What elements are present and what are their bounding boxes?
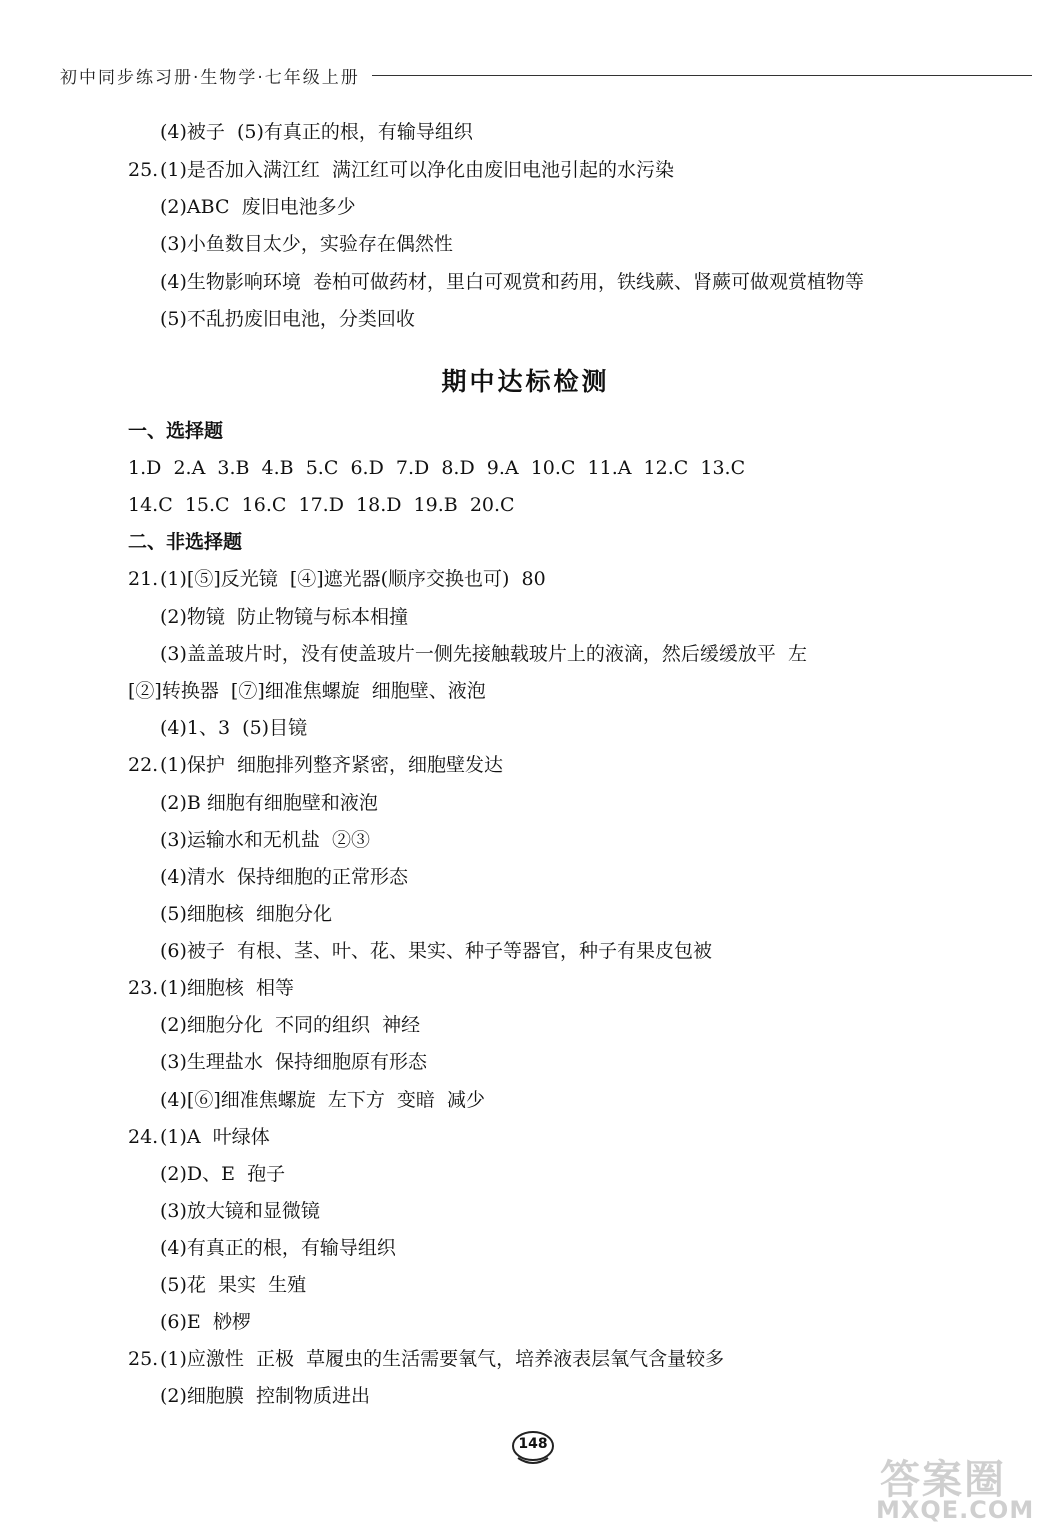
answer-line: (4)生物影响环境 卷柏可做药材，里白可观赏和药用，铁线蕨、肾蕨可做观赏植物等 <box>160 271 864 293</box>
header-rule <box>372 75 1032 76</box>
page-number-badge <box>508 1428 558 1468</box>
answer-line: (1)保护 细胞排列整齐紧密，细胞壁发达 <box>160 754 503 776</box>
answer-line: (4)[⑥]细准焦螺旋 左下方 变暗 减少 <box>160 1089 485 1111</box>
answer-line: (4)清水 保持细胞的正常形态 <box>160 866 408 888</box>
running-title: 初中同步练习册·生物学·七年级上册 <box>60 67 360 88</box>
answer-line: (6)被子 有根、茎、叶、花、果实、种子等器官，种子有果皮包被 <box>160 940 712 962</box>
answer-line: (2)细胞膜 控制物质进出 <box>160 1385 370 1407</box>
watermark-url: MXQE.COM <box>876 1496 1035 1524</box>
question-number: 25. <box>128 1348 159 1370</box>
answer-line: (3)生理盐水 保持细胞原有形态 <box>160 1051 427 1073</box>
watermark <box>870 1448 1040 1528</box>
answer-line: (2)ABC 废旧电池多少 <box>160 196 356 218</box>
answer-line: (5)不乱扔废旧电池，分类回收 <box>160 308 415 330</box>
question-number: 24. <box>128 1126 159 1148</box>
part-heading-nonchoice: 二、非选择题 <box>128 531 243 553</box>
question-number: 25. <box>128 159 159 181</box>
choice-answers-row: 14.C 15.C 16.C 17.D 18.D 19.B 20.C <box>128 494 515 516</box>
watermark-logo: 答案圈 <box>880 1457 1006 1503</box>
answer-line: (1)[⑤]反光镜 [④]遮光器(顺序交换也可) 80 <box>160 568 546 590</box>
answer-line: (3)放大镜和显微镜 <box>160 1200 320 1222</box>
answer-line: (4)有真正的根，有输导组织 <box>160 1237 396 1259</box>
answer-line: (3)盖盖玻片时，没有使盖玻片一侧先接触载玻片上的液滴，然后缓缓放平 左 <box>160 643 807 665</box>
answer-line: (6)E 桫椤 <box>160 1311 251 1333</box>
answer-line: (2)物镜 防止物镜与标本相撞 <box>160 606 408 628</box>
answer-line: (1)是否加入满江红 满江红可以净化由废旧电池引起的水污染 <box>160 159 674 181</box>
answer-line: (5)细胞核 细胞分化 <box>160 903 332 925</box>
answer-line: (1)细胞核 相等 <box>160 977 294 999</box>
answer-line: (5)花 果实 生殖 <box>160 1274 307 1296</box>
answer-line: (3)运输水和无机盐 ②③ <box>160 829 370 851</box>
answer-line: (3)小鱼数目太少，实验存在偶然性 <box>160 233 453 255</box>
question-number: 23. <box>128 977 159 999</box>
running-header <box>60 62 1032 88</box>
answer-line: (1)A 叶绿体 <box>160 1126 270 1148</box>
choice-answers-row: 1.D 2.A 3.B 4.B 5.C 6.D 7.D 8.D 9.A 10.C 11.A 12.C 13.C <box>128 457 746 479</box>
answer-line: (1)应激性 正极 草履虫的生活需要氧气，培养液表层氧气含量较多 <box>160 1348 725 1370</box>
answer-line: (2)D、E 孢子 <box>160 1163 286 1185</box>
question-number: 21. <box>128 568 159 590</box>
answer-line: (2)细胞分化 不同的组织 神经 <box>160 1014 421 1036</box>
answer-line: (2)B 细胞有细胞壁和液泡 <box>160 792 378 814</box>
section-title: 期中达标检测 <box>441 367 610 396</box>
answer-line: (4)被子 (5)有真正的根，有输导组织 <box>160 121 473 143</box>
page-number: 148 <box>518 1436 548 1452</box>
answer-line: [②]转换器 [⑦]细准焦螺旋 细胞壁、液泡 <box>128 680 486 702</box>
question-number: 22. <box>128 754 159 776</box>
part-heading-choice: 一、选择题 <box>128 420 224 442</box>
answer-line: (4)1、3 (5)目镜 <box>160 717 308 739</box>
